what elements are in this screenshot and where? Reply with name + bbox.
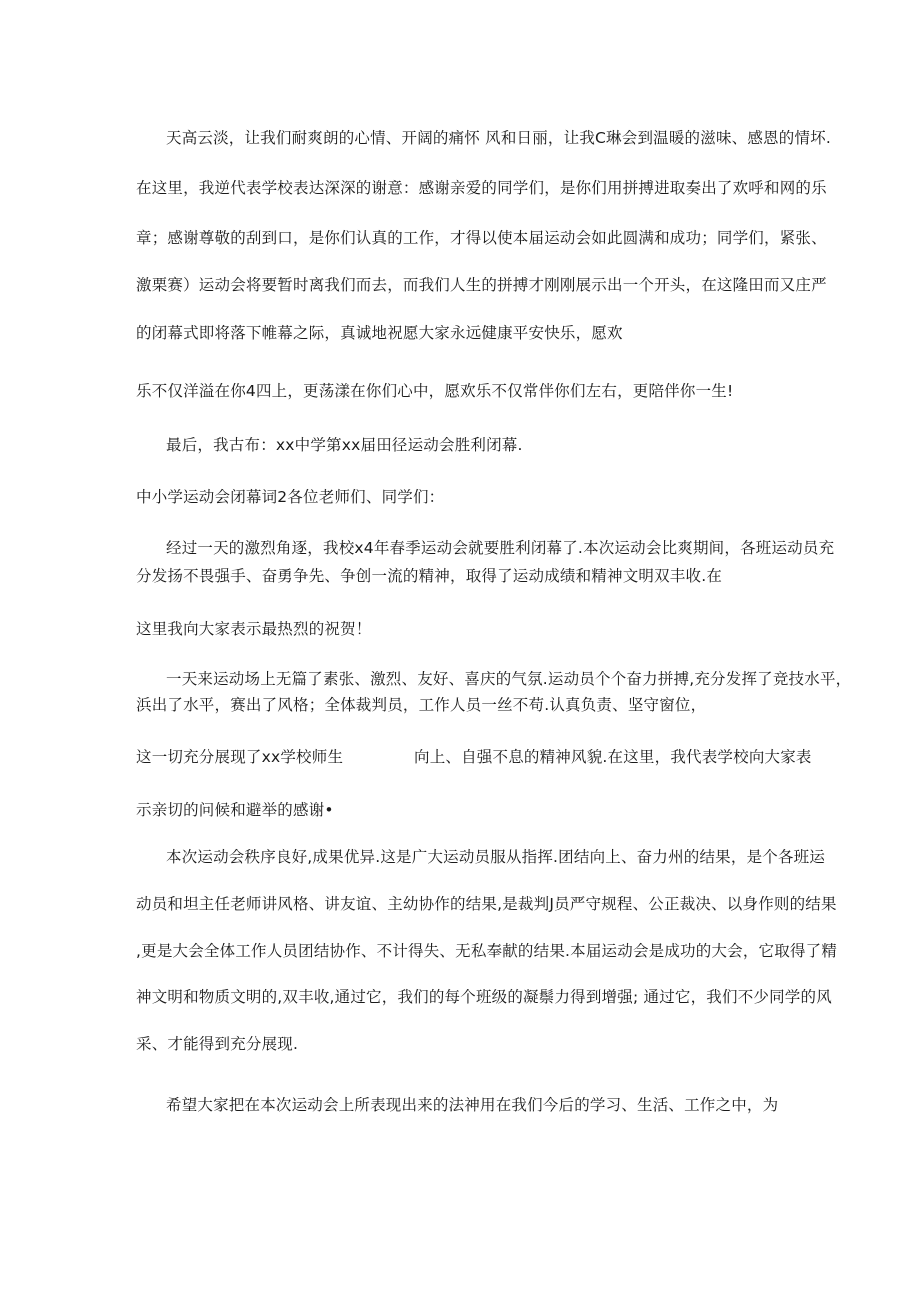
text-line: 经过一天的激烈角逐，我校x4年春季运动会就要胜利闭幕了.本次运动会比爽期间，各班运动员充 bbox=[166, 539, 835, 557]
text-line: 激栗赛）运动会将要暂时离我们而去，而我们人生的拼搏才刚刚展示出一个开头，在这隆田而又庄严 bbox=[136, 276, 827, 294]
text-line: 天高云淡，让我们耐爽朗的心情、开阔的痛怀 风和日丽，让我C琳会到温暖的滋味、感恩的情坏. bbox=[166, 129, 831, 147]
text-line: 浜出了水平，赛出了风格；全体裁判员，工作人员一丝不苟.认真负责、坚守窗位， bbox=[136, 696, 707, 714]
text-line: 动员和坦主任老师讲风格、讲友谊、主幼协作的结果,是裁判J员严守规程、公正裁决、以身作则的结果 bbox=[136, 895, 837, 913]
text-line: 希望大家把在本次运动会上所表现出来的法神用在我们今后的学习、生活、工作之中，为 bbox=[166, 1096, 779, 1114]
text-line: 采、才能得到充分展现. bbox=[136, 1035, 299, 1053]
text-line: 神文明和物质文明的,双丰收,通过它，我们的每个班级的凝鬃力得到增强; 通过它，我们不少同学的风 bbox=[136, 988, 832, 1006]
text-line: 本次运动会秩序良好,成果优异.这是广大运动员服从指挥.团结向上、奋力州的结果，是个各班运 bbox=[166, 848, 826, 866]
text-line: 这里我向大家表示最热烈的祝贺！ bbox=[136, 620, 372, 638]
text-line: ,更是大会全体工作人员团结协作、不计得失、无私奉献的结果.本届运动会是成功的大会，它取得了精 bbox=[136, 942, 838, 960]
text-line: 向上、自强不息的精神风貌.在这里，我代表学校向大家表 bbox=[414, 748, 812, 766]
text-line: 这一切充分展现了xx学校师生 bbox=[136, 748, 344, 766]
text-line: 乐不仅洋溢在你4四上，更荡漾在你们心中，愿欢乐不仅常伴你们左右，更陪伴你一生! bbox=[136, 382, 734, 400]
text-line: 在这里，我逆代表学校表达深深的谢意：感谢亲爱的同学们，是你们用拼搏进取奏出了欢呼和网的乐 bbox=[136, 179, 827, 197]
text-line: 的闭幕式即将落下帷幕之际，真诚地祝愿大家永远健康平安快乐，愿欢 bbox=[136, 324, 623, 342]
text-line: 分发扬不畏强手、奋勇争先、争创一流的精神，取得了运动成绩和精神文明双丰收.在 bbox=[136, 567, 723, 585]
section-heading: 中小学运动会闭幕词2各位老师们、同学们： bbox=[136, 488, 445, 506]
text-line: 最后，我古布：xx中学第xx届田径运动会胜利闭幕. bbox=[166, 436, 523, 454]
text-line: 示亲切的问候和避举的感谢• bbox=[136, 801, 334, 819]
text-line: 章；感谢尊敬的刮到口，是你们认真的工作，才得以使本届运动会如此圆满和成功；同学们，紧张、 bbox=[136, 229, 827, 247]
text-line: 一天来运动场上无篇了素张、激烈、友好、喜庆的气氛.运动员个个奋力拼搏,充分发挥了竞技水平， bbox=[166, 670, 852, 688]
